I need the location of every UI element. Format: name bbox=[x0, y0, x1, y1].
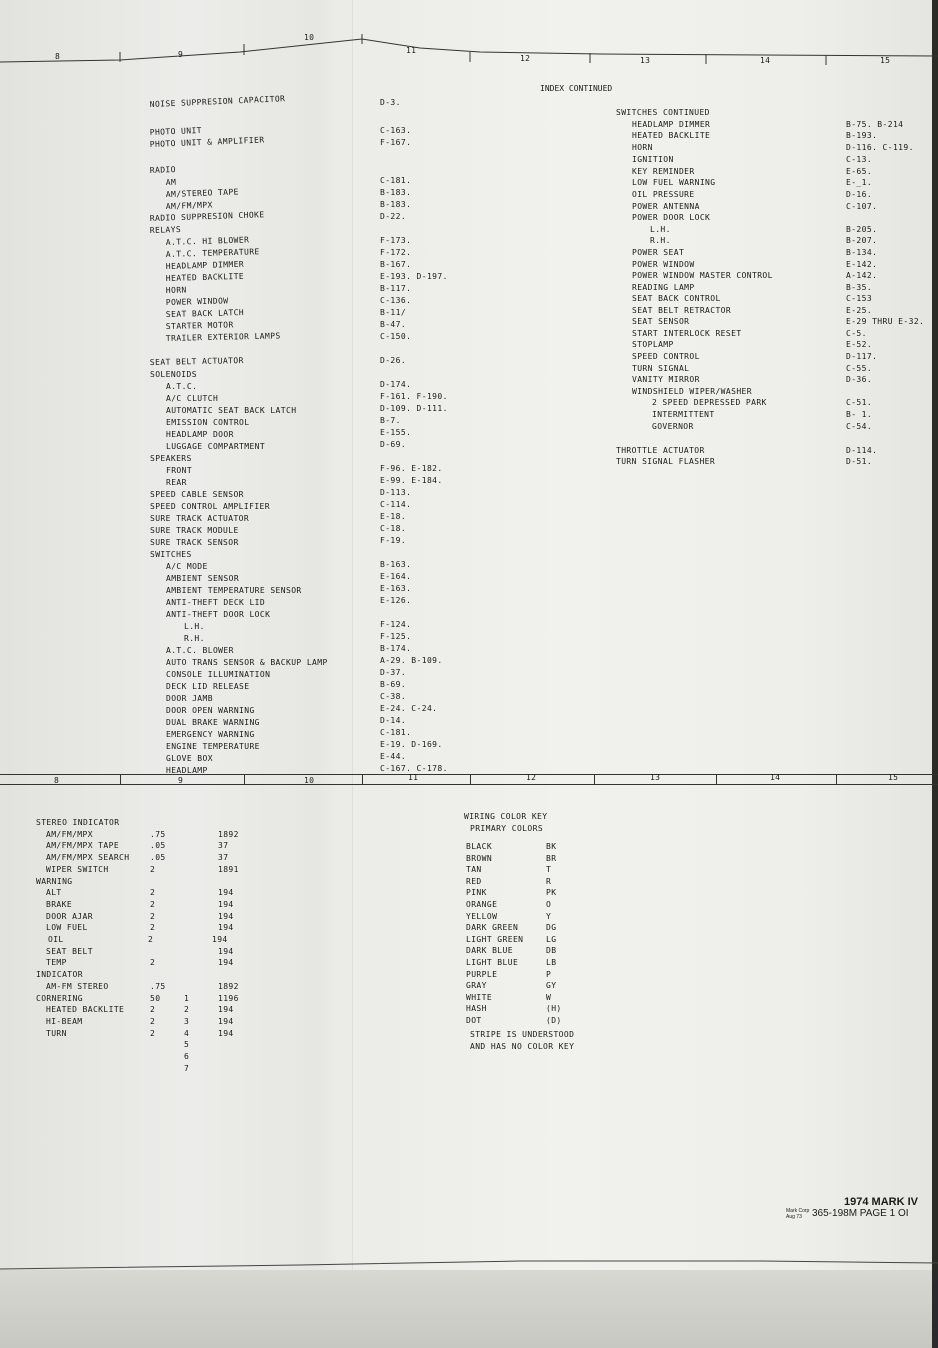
index-reference: B-167. bbox=[380, 260, 412, 269]
bulb-candle-power: 2 bbox=[150, 923, 156, 933]
index-entry: SURE TRACK SENSOR bbox=[150, 538, 239, 547]
color-code: P bbox=[546, 969, 552, 979]
mid-scale-tick bbox=[120, 774, 121, 784]
index-reference: B-163. bbox=[380, 560, 412, 569]
bulb-location: AM/FM/MPX bbox=[46, 829, 93, 839]
index-entry: THROTTLE ACTUATOR bbox=[616, 446, 705, 455]
bulb-candle-power: 2 bbox=[150, 1028, 156, 1038]
index-reference: B-183. bbox=[380, 188, 412, 197]
index-reference: C-114. bbox=[380, 500, 412, 509]
index-reference: F-124. bbox=[380, 620, 412, 629]
index-reference: D-26. bbox=[380, 356, 407, 365]
bulb-location: HEATED BACKLITE bbox=[46, 1005, 125, 1015]
bulb-line-number: 3 bbox=[184, 1016, 190, 1026]
top-scale-number: 9 bbox=[178, 50, 184, 59]
index-entry: SPEED CABLE SENSOR bbox=[150, 490, 244, 499]
index-reference: F-167. bbox=[380, 138, 412, 147]
color-name: LIGHT GREEN bbox=[466, 934, 524, 944]
bulb-trade-number: 1892 bbox=[218, 829, 239, 839]
index-reference: B-193. bbox=[846, 131, 878, 140]
index-reference: C-55. bbox=[846, 364, 873, 373]
index-reference: C-167. C-178. bbox=[380, 764, 448, 773]
index-reference: E-25. bbox=[846, 306, 873, 315]
index-entry: READING LAMP bbox=[632, 283, 695, 292]
index-reference: D-37. bbox=[380, 668, 407, 677]
index-reference: A-29. B-109. bbox=[380, 656, 443, 665]
index-reference: C-18. bbox=[380, 524, 407, 533]
color-name: PURPLE bbox=[466, 969, 498, 979]
index-entry: TURN SIGNAL FLASHER bbox=[616, 457, 716, 466]
color-name: RED bbox=[466, 876, 482, 886]
index-reference: D-16. bbox=[846, 190, 873, 199]
index-reference: C-13. bbox=[846, 155, 873, 164]
index-entry: POWER DOOR LOCK bbox=[632, 213, 711, 222]
bulb-location: INDICATOR bbox=[36, 970, 83, 980]
index-entry: STOPLAMP bbox=[632, 340, 674, 349]
sheet-edge bbox=[932, 0, 938, 1348]
bulb-line-number: 5 bbox=[184, 1040, 190, 1050]
bulb-trade-number: 37 bbox=[218, 841, 229, 851]
bulb-trade-number: 194 bbox=[218, 888, 234, 898]
color-code: LG bbox=[546, 934, 557, 944]
mid-scale-tick bbox=[594, 774, 595, 784]
bulb-candle-power: 2 bbox=[150, 911, 156, 921]
mid-rule-top bbox=[0, 774, 938, 775]
index-reference: D-116. C-119. bbox=[846, 143, 914, 152]
bulb-candle-power: 2 bbox=[150, 1016, 156, 1026]
index-reference: E-164. bbox=[380, 572, 412, 581]
index-entry: ANTI-THEFT DECK LID bbox=[166, 598, 266, 607]
bulb-trade-number: 37 bbox=[218, 853, 229, 863]
mid-scale-number: 12 bbox=[526, 773, 537, 782]
index-reference: D-22. bbox=[380, 212, 407, 221]
fold-line bbox=[352, 0, 353, 1348]
index-reference: E-18. bbox=[380, 512, 407, 521]
mid-scale-number: 9 bbox=[178, 776, 184, 785]
index-entry: A/C CLUTCH bbox=[166, 394, 219, 403]
bulb-location: STEREO INDICATOR bbox=[36, 818, 120, 827]
bulb-trade-number: 194 bbox=[218, 923, 234, 933]
index-reference: C-107. bbox=[846, 202, 878, 211]
index-reference: E-52. bbox=[846, 340, 873, 349]
index-reference: F-96. E-182. bbox=[380, 464, 443, 473]
index-reference: C-153 bbox=[846, 294, 873, 303]
mid-scale-tick bbox=[244, 774, 245, 784]
index-entry: LUGGAGE COMPARTMENT bbox=[166, 442, 266, 451]
index-entry: SOLENOIDS bbox=[150, 370, 197, 379]
index-entry: SEAT BELT ACTUATOR bbox=[149, 356, 244, 368]
bulb-location: AM/FM/MPX TAPE bbox=[46, 841, 120, 851]
color-code: BR bbox=[546, 853, 557, 863]
bulb-trade-number: 194 bbox=[218, 958, 234, 968]
index-entry: A/C MODE bbox=[166, 562, 208, 571]
index-reference: B-117. bbox=[380, 284, 412, 293]
bulb-candle-power: 2 bbox=[148, 935, 154, 944]
bottom-rule bbox=[0, 1255, 938, 1285]
index-entry: RELAYS bbox=[149, 224, 182, 236]
index-reference: C-54. bbox=[846, 422, 873, 431]
index-entry: CONSOLE ILLUMINATION bbox=[166, 670, 271, 679]
mid-scale-number: 13 bbox=[650, 773, 661, 782]
index-entry: POWER ANTENNA bbox=[632, 202, 700, 211]
index-entry: PHOTO UNIT bbox=[149, 125, 203, 138]
index-entry: STARTER MOTOR bbox=[165, 320, 234, 332]
index-reference: D-69. bbox=[380, 440, 407, 449]
bulb-location: HI-BEAM bbox=[46, 1016, 83, 1026]
bulb-candle-power: .75 bbox=[150, 981, 166, 991]
index-reference: B-35. bbox=[846, 283, 873, 292]
index-entry: SPEED CONTROL bbox=[632, 352, 700, 361]
index-entry: SWITCHES bbox=[150, 550, 192, 559]
sheet-title: 1974 MARK IV bbox=[844, 1196, 918, 1208]
bulb-trade-number: 194 bbox=[218, 899, 234, 909]
bulb-location: ALT bbox=[46, 888, 62, 898]
index-entry: A.T.C. BLOWER bbox=[166, 646, 234, 655]
index-reference: D-14. bbox=[380, 716, 407, 725]
bulb-candle-power: .05 bbox=[150, 853, 166, 863]
index-reference: A-142. bbox=[846, 271, 878, 280]
color-name: HASH bbox=[466, 1004, 487, 1014]
index-reference: E-155. bbox=[380, 428, 412, 437]
index-reference: E-24. C-24. bbox=[380, 704, 438, 713]
color-code: DB bbox=[546, 946, 557, 956]
mid-scale-number: 15 bbox=[888, 773, 899, 782]
index-reference: C-181. bbox=[380, 728, 412, 737]
color-key-subtitle: PRIMARY COLORS bbox=[470, 824, 544, 833]
mid-scale-number: 8 bbox=[54, 776, 60, 785]
index-entry: WINDSHIELD WIPER/WASHER bbox=[632, 387, 752, 396]
index-entry: HEATED BACKLITE bbox=[632, 131, 711, 140]
index-entry: EMISSION CONTROL bbox=[166, 418, 250, 427]
index-entry: DUAL BRAKE WARNING bbox=[166, 718, 260, 727]
index-entry: SURE TRACK MODULE bbox=[150, 526, 239, 535]
mid-scale-tick bbox=[836, 774, 837, 784]
bulb-location: TURN bbox=[46, 1028, 67, 1038]
mid-scale-number: 10 bbox=[304, 776, 315, 785]
index-reference: B-47. bbox=[380, 320, 407, 329]
mid-rule-bottom bbox=[0, 784, 938, 785]
bulb-line-number: 7 bbox=[184, 1063, 190, 1073]
bulb-candle-power: 2 bbox=[150, 888, 156, 898]
index-entry: SEAT BELT RETRACTOR bbox=[632, 306, 732, 315]
bulb-candle-power: 2 bbox=[150, 899, 156, 909]
bulb-trade-number: 194 bbox=[218, 1028, 234, 1038]
color-name: TAN bbox=[466, 865, 482, 875]
index-reference: B-11/ bbox=[380, 308, 407, 317]
color-code: (D) bbox=[546, 1016, 562, 1025]
index-entry: POWER WINDOW bbox=[165, 296, 229, 308]
index-entry: KEY REMINDER bbox=[632, 167, 695, 176]
color-code: PK bbox=[546, 888, 557, 898]
color-name: DARK GREEN bbox=[466, 923, 519, 933]
index-entry: R.H. bbox=[650, 236, 671, 245]
index-reference: E-126. bbox=[380, 596, 412, 605]
color-name: DOT bbox=[466, 1016, 482, 1025]
index-reference: F-125. bbox=[380, 632, 412, 641]
index-reference: D-114. bbox=[846, 446, 878, 455]
bulb-trade-number: 194 bbox=[212, 935, 228, 944]
bulb-trade-number: 194 bbox=[218, 946, 234, 956]
index-reference: C-181. bbox=[380, 176, 412, 185]
index-entry: AMBIENT TEMPERATURE SENSOR bbox=[166, 586, 302, 595]
index-reference: E-65. bbox=[846, 167, 873, 176]
index-reference: C-150. bbox=[380, 332, 412, 341]
top-scale-number: 15 bbox=[880, 56, 891, 65]
index-reference: B-207. bbox=[846, 236, 878, 245]
index-reference: C-163. bbox=[380, 126, 412, 135]
color-code: DG bbox=[546, 923, 557, 933]
color-name: LIGHT BLUE bbox=[466, 958, 519, 967]
bulb-candle-power: 2 bbox=[150, 1005, 156, 1015]
index-entry: ANTI-THEFT DOOR LOCK bbox=[166, 610, 271, 619]
index-reference: D-36. bbox=[846, 375, 873, 384]
bulb-trade-number: 1891 bbox=[218, 864, 239, 874]
index-reference: E-99. E-184. bbox=[380, 476, 443, 485]
index-reference: E-19. D-169. bbox=[380, 740, 443, 749]
index-reference: D-51. bbox=[846, 457, 873, 466]
index-reference: E-193. D-197. bbox=[380, 272, 448, 281]
top-grid-scale bbox=[0, 0, 938, 80]
index-reference: B-7. bbox=[380, 416, 401, 425]
bulb-location: TEMP bbox=[46, 958, 67, 968]
index-reference: E-44. bbox=[380, 752, 407, 761]
index-entry: REAR bbox=[166, 478, 187, 487]
color-code: W bbox=[546, 992, 552, 1002]
color-key-title: WIRING COLOR KEY bbox=[464, 812, 548, 821]
index-entry: SEAT BACK LATCH bbox=[165, 308, 245, 320]
index-entry: SEAT BACK CONTROL bbox=[632, 294, 721, 303]
index-reference: B-69. bbox=[380, 680, 407, 689]
index-reference: B-134. bbox=[846, 248, 878, 257]
index-reference: E-29 THRU E-32. bbox=[846, 317, 925, 326]
bulb-line-number: 6 bbox=[184, 1052, 190, 1061]
index-entry: EMERGENCY WARNING bbox=[166, 730, 255, 739]
bulb-location: BRAKE bbox=[46, 899, 73, 909]
top-scale-number: 13 bbox=[640, 56, 651, 65]
index-entry: SURE TRACK ACTUATOR bbox=[150, 514, 250, 523]
index-reference: D-109. D-111. bbox=[380, 404, 448, 413]
index-entry: NOISE SUPPRESION CAPACITOR bbox=[149, 94, 286, 110]
index-entry: 2 SPEED DEPRESSED PARK bbox=[652, 398, 767, 407]
index-entry: AM bbox=[165, 177, 177, 188]
bulb-line-number: 1 bbox=[184, 993, 190, 1003]
bulb-candle-power: .05 bbox=[150, 841, 166, 851]
index-entry: TURN SIGNAL bbox=[632, 364, 690, 373]
index-entry: HEADLAMP DIMMER bbox=[632, 120, 711, 129]
mid-scale-number: 14 bbox=[770, 773, 781, 782]
bulb-trade-number: 194 bbox=[218, 911, 234, 921]
index-entry: L.H. bbox=[184, 622, 205, 631]
index-entry: PHOTO UNIT & AMPLIFIER bbox=[149, 135, 265, 150]
bulb-location: CORNERING bbox=[36, 993, 83, 1003]
index-reference: E-_1. bbox=[846, 178, 873, 187]
color-key-note-1: STRIPE IS UNDERSTOOD bbox=[470, 1030, 575, 1039]
index-entry: HEADLAMP bbox=[166, 766, 208, 775]
index-entry: TRAILER EXTERIOR LAMPS bbox=[165, 331, 281, 344]
index-entry: DOOR OPEN WARNING bbox=[166, 706, 255, 715]
index-reference: C-5. bbox=[846, 329, 867, 338]
color-name: DARK BLUE bbox=[466, 946, 513, 956]
mid-scale-tick bbox=[716, 774, 717, 784]
bulb-location: AM/FM/MPX SEARCH bbox=[46, 853, 130, 863]
index-entry: SWITCHES CONTINUED bbox=[616, 108, 710, 117]
index-entry: HORN bbox=[632, 143, 653, 152]
bulb-candle-power: 2 bbox=[150, 864, 156, 874]
bulb-trade-number: 1892 bbox=[218, 981, 239, 991]
index-reference: F-173. bbox=[380, 236, 412, 245]
index-reference: B-183. bbox=[380, 200, 412, 209]
index-reference: F-161. F-190. bbox=[380, 392, 448, 401]
index-reference: B- 1. bbox=[846, 410, 873, 419]
index-entry: HEADLAMP DIMMER bbox=[165, 259, 245, 272]
index-entry: GLOVE BOX bbox=[166, 754, 213, 763]
color-code: GY bbox=[546, 981, 557, 991]
color-name: BLACK bbox=[466, 842, 493, 851]
index-entry: AUTO TRANS SENSOR & BACKUP LAMP bbox=[166, 658, 328, 667]
index-entry: POWER WINDOW MASTER CONTROL bbox=[632, 271, 773, 280]
mid-scale-tick bbox=[362, 774, 363, 784]
index-reference: B-174. bbox=[380, 644, 412, 653]
index-reference: C-136. bbox=[380, 296, 412, 305]
mid-scale-tick bbox=[470, 774, 471, 784]
index-reference: D-174. bbox=[380, 380, 412, 389]
index-entry: SEAT SENSOR bbox=[632, 317, 690, 326]
index-entry: HORN bbox=[165, 285, 187, 296]
index-entry: RADIO SUPPRESION CHOKE bbox=[149, 210, 265, 224]
bulb-line-number: 2 bbox=[184, 1005, 190, 1015]
index-entry: AMBIENT SENSOR bbox=[166, 574, 240, 583]
mid-scale-number: 11 bbox=[408, 773, 419, 782]
index-entry: ENGINE TEMPERATURE bbox=[166, 742, 260, 751]
index-entry: DECK LID RELEASE bbox=[166, 682, 250, 691]
index-entry: RADIO bbox=[149, 165, 177, 176]
top-scale-number: 14 bbox=[760, 56, 771, 65]
color-code: LB bbox=[546, 958, 557, 967]
index-entry: INTERMITTENT bbox=[652, 410, 715, 419]
color-code: O bbox=[546, 900, 552, 909]
index-entry: A.T.C. bbox=[166, 382, 198, 391]
bulb-candle-power: 50 bbox=[150, 993, 161, 1003]
index-entry: POWER SEAT bbox=[632, 248, 685, 257]
color-code: Y bbox=[546, 911, 552, 921]
index-entry: SPEAKERS bbox=[150, 454, 192, 463]
index-entry: AM/FM/MPX bbox=[165, 200, 213, 212]
index-entry: POWER WINDOW bbox=[632, 260, 695, 269]
index-entry: A.T.C. TEMPERATURE bbox=[165, 247, 260, 260]
bulb-line-number: 4 bbox=[184, 1028, 190, 1038]
bulb-trade-number: 194 bbox=[218, 1016, 234, 1026]
index-reference: E-163. bbox=[380, 584, 412, 593]
color-name: WHITE bbox=[466, 992, 493, 1002]
color-code: R bbox=[546, 876, 552, 886]
index-entry: DOOR JAMB bbox=[166, 694, 213, 703]
top-scale-number: 12 bbox=[520, 54, 531, 63]
index-reference: F-172. bbox=[380, 248, 412, 257]
index-reference: D-3. bbox=[380, 98, 401, 107]
index-reference: D-117. bbox=[846, 352, 878, 361]
corp-label: Mark Corp bbox=[786, 1208, 810, 1214]
index-entry: OIL PRESSURE bbox=[632, 190, 695, 199]
bulb-candle-power: .75 bbox=[150, 829, 166, 839]
index-entry: R.H. bbox=[184, 634, 205, 643]
page-label: 365-198M PAGE 1 OI bbox=[812, 1208, 909, 1219]
bulb-location: LOW FUEL bbox=[46, 923, 88, 933]
index-entry: HEADLAMP DOOR bbox=[166, 430, 234, 439]
bulb-candle-power: 2 bbox=[150, 958, 156, 968]
index-entry: LOW FUEL WARNING bbox=[632, 178, 716, 187]
color-name: GRAY bbox=[466, 981, 487, 991]
index-entry: AM/STEREO TAPE bbox=[165, 187, 239, 200]
color-code: (H) bbox=[546, 1004, 562, 1014]
color-name: YELLOW bbox=[466, 911, 498, 921]
index-reference: B-205. bbox=[846, 225, 878, 234]
top-scale-number: 8 bbox=[55, 52, 61, 61]
bulb-trade-number: 194 bbox=[218, 1005, 234, 1015]
bulb-location: WIPER SWITCH bbox=[46, 864, 109, 874]
index-continued-title: INDEX CONTINUED bbox=[540, 84, 613, 93]
date-label: Aug 73 bbox=[786, 1214, 802, 1220]
index-reference: B-75. B-214 bbox=[846, 120, 904, 129]
index-entry: HEATED BACKLITE bbox=[165, 271, 245, 284]
index-reference: E-142. bbox=[846, 260, 878, 269]
index-entry: GOVERNOR bbox=[652, 422, 694, 431]
bulb-location: SEAT BELT bbox=[46, 946, 93, 956]
index-reference: C-51. bbox=[846, 398, 873, 407]
bulb-location: AM-FM STEREO bbox=[46, 981, 109, 991]
bulb-location: WARNING bbox=[36, 876, 73, 886]
index-entry: START INTERLOCK RESET bbox=[632, 329, 742, 338]
color-code: BK bbox=[546, 842, 557, 851]
top-scale-number: 11 bbox=[406, 46, 417, 55]
color-key-note-2: AND HAS NO COLOR KEY bbox=[470, 1042, 575, 1051]
color-name: BROWN bbox=[466, 853, 493, 863]
index-entry: IGNITION bbox=[632, 155, 674, 164]
index-entry: SPEED CONTROL AMPLIFIER bbox=[150, 502, 270, 511]
index-reference: C-38. bbox=[380, 692, 407, 701]
index-reference: F-19. bbox=[380, 536, 407, 545]
bulb-location: OIL bbox=[48, 935, 64, 944]
index-entry: VANITY MIRROR bbox=[632, 375, 700, 384]
index-entry: A.T.C. HI BLOWER bbox=[165, 235, 250, 248]
color-name: PINK bbox=[466, 888, 487, 898]
index-entry: AUTOMATIC SEAT BACK LATCH bbox=[166, 406, 297, 415]
top-scale-number: 10 bbox=[304, 33, 315, 42]
index-entry: L.H. bbox=[650, 225, 671, 234]
index-reference: D-113. bbox=[380, 488, 412, 497]
bulb-location: DOOR AJAR bbox=[46, 911, 93, 921]
bulb-trade-number: 1196 bbox=[218, 993, 239, 1003]
color-name: ORANGE bbox=[466, 900, 498, 909]
color-code: T bbox=[546, 865, 552, 875]
index-entry: FRONT bbox=[166, 466, 193, 475]
